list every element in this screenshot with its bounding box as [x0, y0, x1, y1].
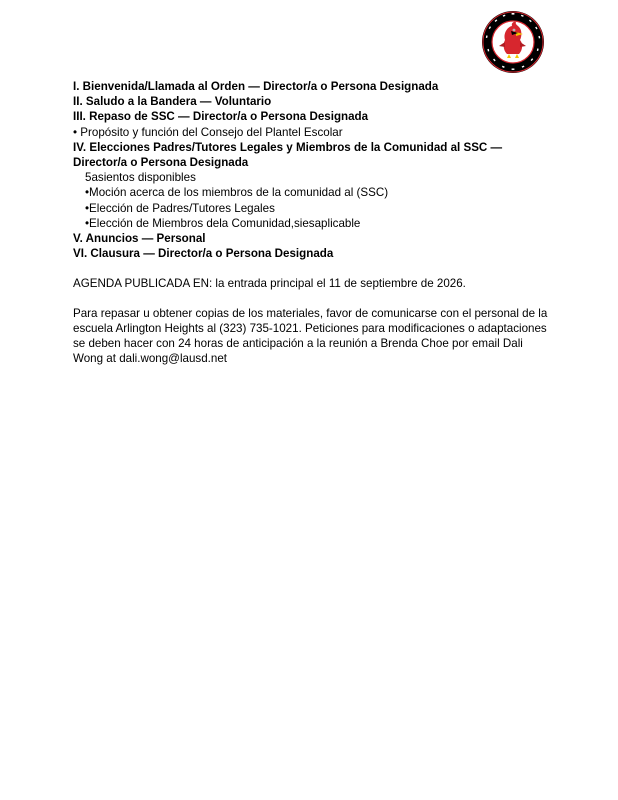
agenda-item-4-motion: •Moción acerca de los miembros de la comunidad al (SSC): [85, 186, 389, 200]
agenda-item-4-parent-election: •Elección de Padres/Tutores Legales: [85, 201, 275, 215]
agenda-item-6: VI. Clausura — Director/a o Persona Designada: [73, 247, 334, 261]
agenda-document: [73, 79, 553, 366]
agenda-item-2: II. Saludo a la Bandera — Voluntario: [73, 95, 272, 109]
posted-notice: AGENDA PUBLICADA EN: la entrada principal el 11 de septiembre de 2026.: [73, 277, 466, 291]
agenda-item-3-bullet: • Propósito y función del Consejo del Plantel Escolar: [73, 125, 343, 139]
agenda-item-1: I. Bienvenida/Llamada al Orden — Director/a o Persona Designada: [73, 80, 439, 93]
agenda-item-4-community-election: •Elección de Miembros dela Comunidad,siesaplicable: [85, 216, 361, 230]
school-logo: [481, 10, 545, 74]
agenda-item-3: III. Repaso de SSC — Director/a o Persona Designada: [73, 110, 369, 124]
contact-paragraph: Para repasar u obtener copias de los materiales, favor de comunicarse con el personal de la escuela Arlington Heights al (323) 735-1021. Peticiones para modificaciones o adaptaciones se deben hacer con 24 horas de anticipación a la reunión a Brenda Choe por email Dali Wong at dali.wong@lausd.net: [73, 306, 548, 366]
agenda-item-4: IV. Elecciones Padres/Tutores Legales y Miembros de la Comunidad al SSC — Director/a o Persona Designada: [73, 140, 503, 170]
agenda-item-4-seats: 5asientos disponibles: [85, 171, 196, 185]
agenda-item-5: V. Anuncios — Personal: [73, 232, 206, 246]
